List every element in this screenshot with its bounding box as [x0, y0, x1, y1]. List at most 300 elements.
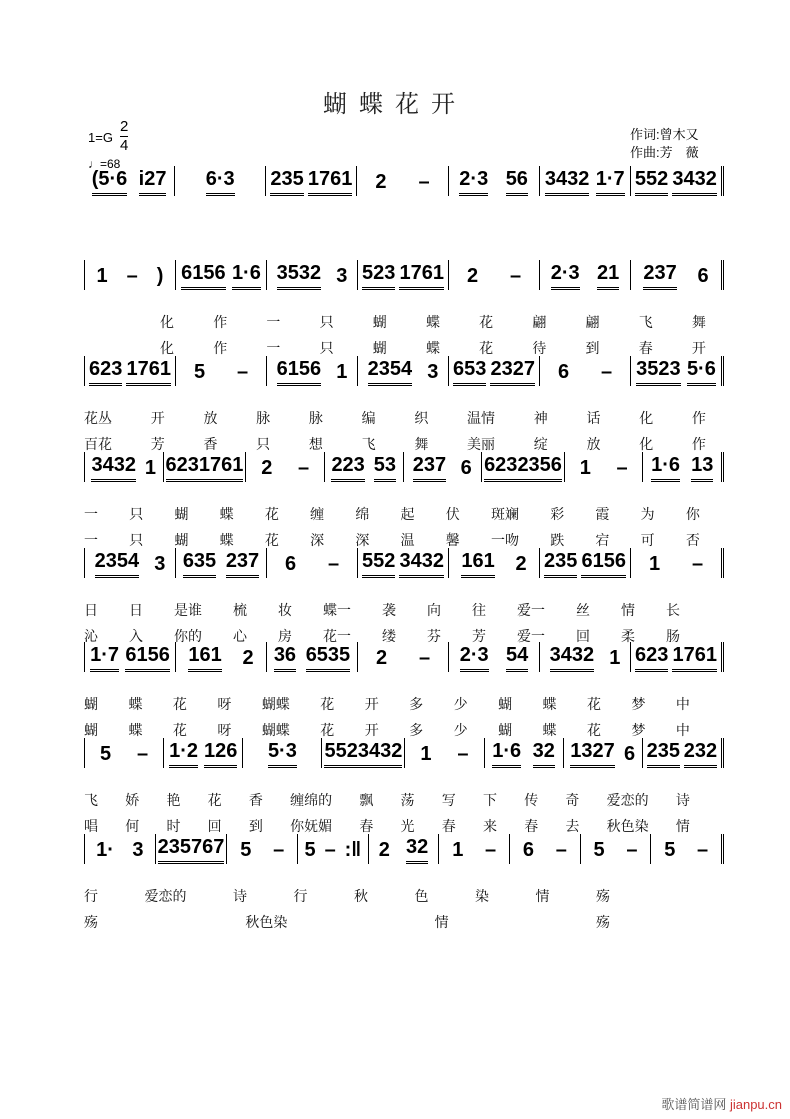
lyric-syllable: 蝴 [84, 696, 98, 712]
note-group: 2 [261, 457, 273, 479]
note-group: 223 [331, 454, 364, 482]
note-group: 161 [188, 644, 221, 672]
lyric-syllable: 肠 [666, 628, 680, 644]
lyric-line [160, 338, 706, 358]
lyric-syllable: 何 [125, 818, 140, 834]
measure [84, 834, 155, 864]
lyric-syllable: 日 [84, 602, 98, 618]
note-group: 5·3 [268, 740, 297, 768]
lyric-syllable: 花 [320, 722, 335, 738]
note-group: 2356 [517, 454, 562, 482]
measure [539, 260, 630, 290]
note-group: 1761 [199, 454, 244, 482]
note-group: 6·3 [206, 168, 235, 196]
measure [642, 738, 724, 768]
note-group: 2·3 [551, 262, 580, 290]
lyric-syllable: 呀 [217, 696, 232, 712]
lyric-syllable: 写 [441, 792, 456, 808]
lyric-syllable: 只 [319, 314, 334, 330]
note-group: 623 [89, 358, 122, 386]
lyric-syllable: 蝶 [128, 722, 143, 738]
lyric-syllable: 神 [533, 410, 548, 426]
note-group: 6 [557, 361, 570, 383]
lyric-line [84, 530, 700, 550]
lyric-syllable: 情 [675, 818, 690, 834]
lyric-syllable: 温 [400, 532, 415, 548]
lyric-syllable: 一 [84, 506, 98, 522]
lyric-line [84, 912, 610, 932]
notation-system [84, 262, 724, 290]
measure [155, 834, 227, 864]
lyric-syllable: 作 [213, 340, 228, 356]
lyric-syllable: 蝴 [174, 506, 189, 522]
lyric-syllable: 化 [639, 410, 654, 426]
lyric-syllable: 花 [172, 722, 187, 738]
lyric-syllable: 作 [691, 410, 706, 426]
lyric-syllable: 温情 [467, 410, 496, 426]
lyric-syllable: 艳 [166, 792, 181, 808]
lyric-syllable: 爱恋的 [144, 888, 187, 904]
measure [357, 642, 448, 672]
note-group: 623 [635, 644, 668, 672]
lyric-syllable: 织 [414, 410, 429, 426]
measure [84, 642, 175, 672]
note-group: 237 [643, 262, 676, 290]
lyric-syllable: 来 [482, 818, 497, 834]
measure [357, 548, 448, 578]
lyric-syllable: 可 [640, 532, 655, 548]
song-title: 蝴蝶花开 [323, 90, 467, 118]
lyric-syllable: 染 [475, 888, 489, 904]
measure [650, 834, 724, 864]
lyric-syllable: 芬 [427, 628, 441, 644]
note-group: 6156 [181, 262, 226, 290]
note-group: – [236, 361, 249, 383]
measure [174, 166, 265, 196]
notation-system [84, 644, 724, 672]
lyric-syllable: 脉 [308, 410, 323, 426]
note-group: 161 [461, 550, 494, 578]
watermark-cn: 歌谱简谱网 [661, 1097, 727, 1112]
note-group: (5·6 [92, 168, 128, 196]
lyric-syllable: 爱一 [517, 628, 545, 644]
note-group: 2327 [490, 358, 535, 386]
lyric-syllable: 丝 [576, 602, 590, 618]
notation-system [84, 454, 724, 482]
measure [321, 738, 404, 768]
lyric-syllable: 花 [586, 696, 601, 712]
lyric-syllable: 蝴 [498, 696, 513, 712]
measure [484, 738, 563, 768]
note-group: – [626, 839, 638, 861]
note-group: 1 [452, 839, 464, 861]
lyric-syllable: 深 [355, 532, 370, 548]
measure [403, 452, 482, 482]
lyric-syllable: 入 [129, 628, 143, 644]
note-group: – [485, 839, 497, 861]
lyric-syllable: 宕 [595, 532, 610, 548]
note-group: 552 [635, 168, 668, 196]
lyric-syllable: 蝴 [372, 340, 387, 356]
lyric-syllable: 诗 [675, 792, 690, 808]
lyric-syllable: 行 [84, 888, 98, 904]
note-group: 2354 [95, 550, 140, 578]
notation-system [84, 168, 724, 196]
lyric-syllable: 传 [524, 792, 539, 808]
note-group: 5 [304, 839, 316, 861]
tempo-marking: ♩=68 [88, 157, 121, 171]
note-group: 1761 [308, 168, 353, 196]
lyric-line [84, 434, 706, 454]
lyric-syllable: 缠绵的 [290, 792, 333, 808]
note-group: 1·6 [492, 740, 521, 768]
measure [509, 834, 580, 864]
measure [245, 452, 324, 482]
lyric-syllable: 往 [472, 602, 486, 618]
lyric-syllable: 飘 [359, 792, 374, 808]
lyric-line [84, 504, 700, 524]
lyric-syllable: 开 [691, 340, 706, 356]
note-group: 1 [609, 647, 621, 669]
lyric-syllable: 彩 [550, 506, 565, 522]
lyric-syllable: 春 [441, 818, 456, 834]
note-group: – [273, 839, 285, 861]
notation-system [84, 740, 724, 768]
lyric-syllable: 秋色染 [606, 818, 649, 834]
note-group: 1· [96, 839, 114, 861]
lyric-syllable: 化 [160, 314, 174, 330]
measure [580, 834, 651, 864]
lyric-syllable: 春 [524, 818, 539, 834]
note-group: 3 [427, 361, 439, 383]
lyric-syllable: 作 [213, 314, 228, 330]
lyric-syllable: 到 [585, 340, 600, 356]
note-group: 2 [378, 839, 390, 861]
note-group: 623 [484, 454, 517, 482]
lyric-syllable: 舞 [691, 314, 706, 330]
measure [84, 452, 163, 482]
lyric-syllable: 蝴 [174, 532, 189, 548]
note-group: 53 [374, 454, 396, 482]
measure [357, 356, 448, 386]
lyric-syllable: 你 [685, 506, 700, 522]
lyric-syllable: 蝶 [542, 722, 557, 738]
lyric-syllable: 蝶一 [323, 602, 351, 618]
measure [175, 260, 266, 290]
note-group: 5 [193, 361, 206, 383]
measure [242, 738, 321, 768]
lyric-line [84, 886, 610, 906]
lyric-syllable: 梳 [233, 602, 247, 618]
lyric-syllable: 花 [586, 722, 601, 738]
lyric-syllable: 花 [320, 696, 335, 712]
lyric-syllable: 到 [248, 818, 263, 834]
measure [84, 356, 175, 386]
lyric-syllable: 只 [129, 532, 144, 548]
measure [539, 356, 630, 386]
measure [630, 356, 724, 386]
note-group: 2 [242, 647, 254, 669]
note-group: 3532 [277, 262, 322, 290]
lyric-syllable: 心 [233, 628, 247, 644]
lyric-syllable: 开 [150, 410, 165, 426]
measure [404, 738, 483, 768]
note-group: 126 [204, 740, 237, 768]
note-group: 2 [375, 647, 388, 669]
lyric-syllable: 化 [160, 340, 174, 356]
measure [175, 356, 266, 386]
measure [324, 452, 403, 482]
lyric-syllable: 飞 [84, 792, 98, 808]
note-group: 1761 [126, 358, 171, 386]
lyric-syllable: 花丛 [84, 410, 112, 426]
note-group: 1 [420, 743, 432, 765]
lyric-syllable: 情 [621, 602, 635, 618]
note-group: 1 [144, 457, 157, 479]
lyric-syllable: 绽 [533, 436, 548, 452]
lyric-syllable: 多 [409, 722, 424, 738]
note-group: 6 [624, 743, 636, 765]
lyric-syllable: 翩 [532, 314, 547, 330]
lyric-line [84, 600, 680, 620]
lyric-syllable: 娇 [125, 792, 140, 808]
note-group: 3432 [545, 168, 590, 196]
note-group: 1 [336, 361, 348, 383]
measure [448, 642, 539, 672]
note-group: 2354 [368, 358, 413, 386]
lyric-syllable: 花 [479, 340, 494, 356]
note-group: 523 [362, 262, 395, 290]
lyric-syllable: 绵 [355, 506, 370, 522]
note-group: – [137, 743, 149, 765]
note-group: – [616, 457, 628, 479]
note-group: 36 [274, 644, 296, 672]
note-group: 5 [664, 839, 676, 861]
note-group: – [126, 265, 138, 287]
lyric-syllable: 花 [264, 532, 279, 548]
lyric-syllable: 蝶 [542, 696, 557, 712]
measure [564, 452, 643, 482]
lyric-syllable: 去 [565, 818, 580, 834]
measure [448, 260, 539, 290]
lyric-syllable: 光 [400, 818, 415, 834]
note-group: – [418, 647, 431, 669]
note-group: :‖ [344, 839, 362, 861]
lyric-syllable: 房 [278, 628, 292, 644]
lyric-syllable: 编 [361, 410, 376, 426]
lyric-syllable: 日 [129, 602, 143, 618]
measure [265, 166, 356, 196]
note-group: 6156 [125, 644, 170, 672]
lyric-syllable: 少 [453, 722, 468, 738]
note-group: 1 [96, 265, 108, 287]
lyric-syllable: 荡 [400, 792, 415, 808]
lyric-syllable: 花 [479, 314, 494, 330]
note-group: 5 [99, 743, 112, 765]
note-group: 3 [154, 553, 166, 575]
note-group: 1·6 [232, 262, 261, 290]
lyric-syllable: 多 [409, 696, 424, 712]
measure [84, 548, 175, 578]
lyric-syllable: 呀 [217, 722, 232, 738]
note-group: 2 [375, 171, 387, 193]
note-group: – [555, 839, 567, 861]
key-signature: 1=G [88, 130, 113, 145]
note-group: 653 [453, 358, 486, 386]
lyric-syllable: 色 [414, 888, 429, 904]
note-group: – [691, 553, 704, 575]
credits [630, 126, 699, 162]
lyric-syllable: 翩 [585, 314, 600, 330]
lyric-syllable: 花 [264, 506, 279, 522]
lyric-syllable: 作 [691, 436, 706, 452]
note-group: 1 [579, 457, 591, 479]
note-group: 32 [406, 836, 428, 864]
note-group: 3432 [91, 454, 136, 482]
note-group: – [298, 457, 310, 479]
lyric-syllable: 妆 [278, 602, 292, 618]
note-group: 6 [522, 839, 534, 861]
watermark [661, 1094, 782, 1113]
note-group: 1761 [672, 644, 717, 672]
measure [175, 642, 266, 672]
time-signature-top: 2 [120, 118, 129, 135]
lyric-syllable: 飞 [361, 436, 376, 452]
note-group: 1 [648, 553, 661, 575]
note-group: 235 [270, 168, 303, 196]
measure [448, 356, 539, 386]
lyric-syllable: 蝴蝶 [261, 696, 290, 712]
lyric-syllable: 一 [266, 340, 281, 356]
lyric-syllable: 起 [400, 506, 415, 522]
note-group: 767 [191, 836, 224, 864]
watermark-url: jianpu.cn [729, 1097, 782, 1112]
note-group: 5·6 [687, 358, 716, 386]
composer: 作曲:芳 薇 [630, 145, 699, 160]
note-group: 237 [226, 550, 259, 578]
note-group: – [509, 265, 522, 287]
note-group: 13 [691, 454, 713, 482]
note-group: 6 [284, 553, 297, 575]
lyric-syllable: 美丽 [467, 436, 496, 452]
measure [630, 642, 724, 672]
note-group: – [457, 743, 469, 765]
measure [448, 548, 539, 578]
lyric-syllable: 蝴 [372, 314, 387, 330]
note-group: i27 [139, 168, 167, 196]
note-group: 5 [593, 839, 605, 861]
lyric-syllable: 秋 [354, 888, 368, 904]
note-group: 1·7 [596, 168, 625, 196]
note-group: 6 [697, 265, 709, 287]
lyric-syllable: 蝶 [219, 532, 234, 548]
note-group: 6156 [581, 550, 626, 578]
lyric-syllable: 柔 [621, 628, 635, 644]
lyric-line [84, 816, 690, 836]
lyric-syllable: 香 [248, 792, 263, 808]
lyric-syllable: 奇 [565, 792, 580, 808]
lyric-line [160, 312, 706, 332]
lyric-syllable: 中 [675, 722, 690, 738]
measure [481, 452, 564, 482]
lyric-syllable: 梦 [631, 696, 646, 712]
measure [266, 260, 357, 290]
note-group: – [600, 361, 613, 383]
measure [438, 834, 509, 864]
note-group: 235 [544, 550, 577, 578]
lyric-syllable: 霞 [595, 506, 610, 522]
lyric-syllable: 蝶 [219, 506, 234, 522]
measure [630, 260, 724, 290]
measure [297, 834, 368, 864]
lyric-line [84, 790, 690, 810]
lyric-syllable: 你妩媚 [290, 818, 333, 834]
lyric-syllable: 诗 [233, 888, 247, 904]
lyric-syllable: 情 [535, 888, 550, 904]
lyric-syllable: 情 [434, 914, 449, 930]
lyric-syllable: 脉 [256, 410, 271, 426]
lyric-syllable: 下 [482, 792, 497, 808]
lyric-syllable: 馨 [445, 532, 460, 548]
lyric-syllable: 长 [666, 602, 680, 618]
lyric-syllable: 缠 [310, 506, 325, 522]
lyric-syllable: 否 [685, 532, 700, 548]
lyric-syllable: 花 [172, 696, 187, 712]
lyric-syllable: 芳 [150, 436, 165, 452]
measure [356, 166, 447, 196]
lyric-syllable: 秋色染 [245, 914, 288, 930]
lyric-syllable: 爱恋的 [606, 792, 649, 808]
lyric-syllable: 一吻 [490, 532, 519, 548]
note-group: 1327 [570, 740, 615, 768]
lyric-syllable: 只 [256, 436, 271, 452]
lyricist: 作词:曾木又 [630, 127, 699, 142]
lyric-syllable: 舞 [414, 436, 429, 452]
lyric-syllable: 百花 [84, 436, 112, 452]
lyric-syllable: 蝴 [498, 722, 513, 738]
note-group: 232 [684, 740, 717, 768]
lyric-line [84, 694, 690, 714]
lyric-syllable: 时 [166, 818, 181, 834]
lyric-syllable: 你的 [174, 628, 202, 644]
lyric-syllable: 行 [293, 888, 308, 904]
measure [163, 452, 246, 482]
note-group: 1761 [399, 262, 444, 290]
lyric-syllable: 为 [640, 506, 655, 522]
note-group: – [324, 839, 336, 861]
lyric-syllable: 跌 [550, 532, 565, 548]
note-group: 3432 [358, 740, 403, 768]
note-group: 3432 [399, 550, 444, 578]
measure [84, 260, 175, 290]
notation-system [84, 358, 724, 386]
lyric-syllable: 伏 [445, 506, 460, 522]
note-group: 32 [533, 740, 555, 768]
note-group: 21 [597, 262, 619, 290]
measure [266, 642, 357, 672]
note-group: 6535 [306, 644, 351, 672]
lyric-syllable: 回 [576, 628, 590, 644]
measure [368, 834, 439, 864]
note-group: 6156 [277, 358, 322, 386]
measure [84, 738, 163, 768]
note-group: 635 [183, 550, 216, 578]
lyric-syllable: 飞 [638, 314, 653, 330]
lyric-syllable: 蝴蝶 [261, 722, 290, 738]
lyric-syllable: 花一 [323, 628, 351, 644]
notation-system [84, 550, 724, 578]
lyric-syllable: 沁 [84, 628, 98, 644]
